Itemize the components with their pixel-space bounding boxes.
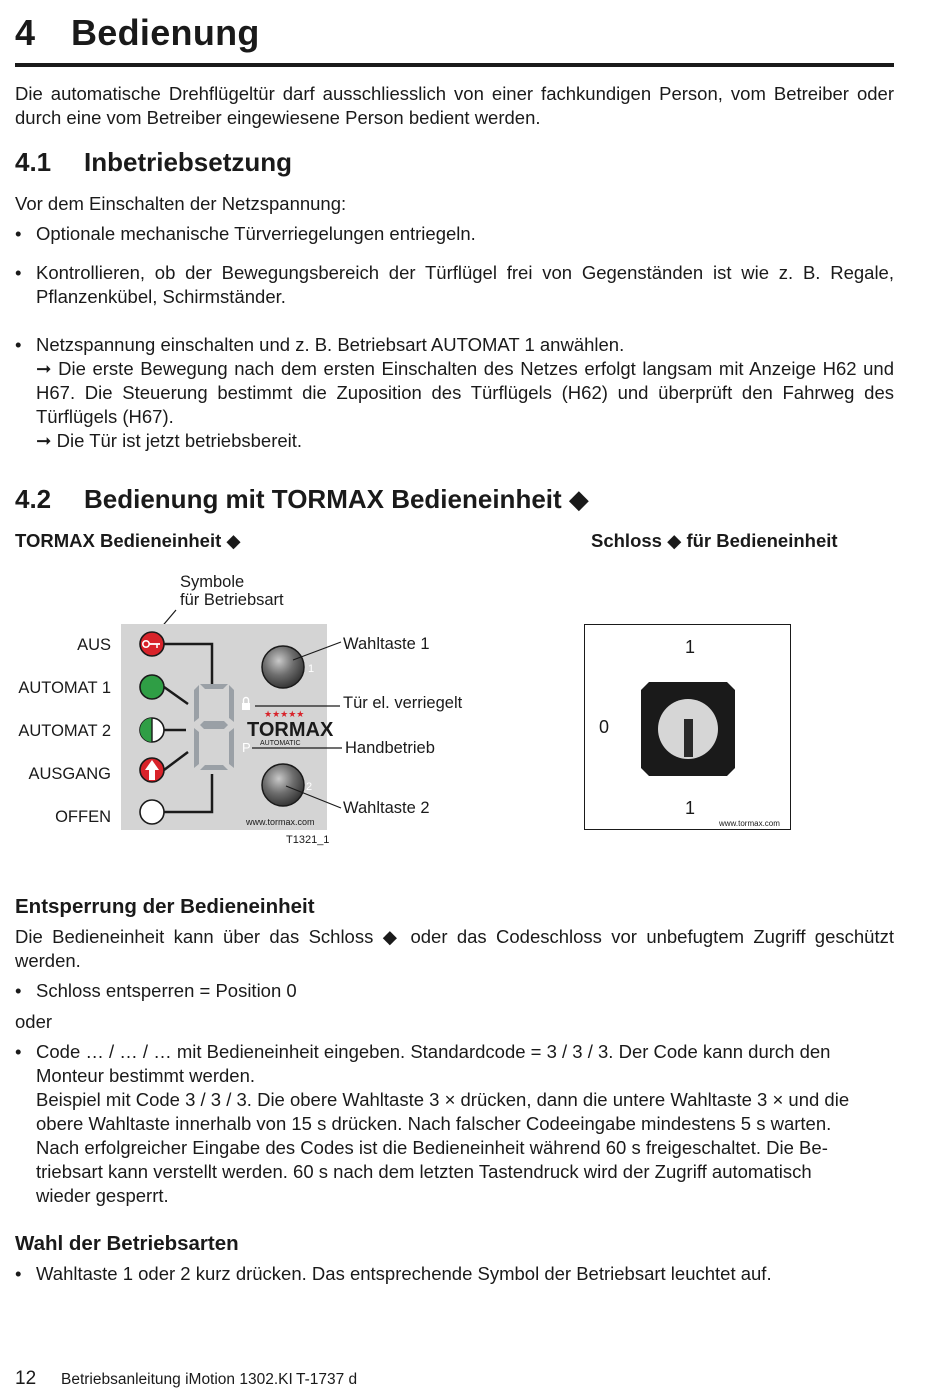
bullet-dot: • (15, 1263, 22, 1284)
section-title: Bedienung mit TORMAX Bedieneinheit ◆ (84, 484, 589, 514)
s41-bullet-1: Optionale mechanische Türverriegelungen entriegeln. (36, 223, 476, 244)
result-text: Die erste Bewegung nach dem ersten Einschalten des Netzes erfolgt langsam mit Anzeige H62 und H67. Die Steuerung bestimmt die Zuposition des Türflügels (H62) und überprüft den Fahrweg des Türflügels (H67). (36, 358, 895, 427)
mode-label-automat-1: AUTOMAT 1 (18, 679, 111, 697)
unlock-bullet-2-line: wieder gesperrt. (36, 1185, 169, 1206)
s41-bullet-3 (36, 333, 894, 453)
label-handbetrieb: Handbetrieb (345, 739, 435, 757)
unlock-bullet-2-line: Beispiel mit Code 3 / 3 / 3. Die obere Wahltaste 3 × drücken, dann die untere Wahltaste 3 × und die (36, 1089, 850, 1110)
unlock-bullet-2 (36, 1040, 894, 1208)
unlock-bullet-2-line: triebsart kann verstellt werden. 60 s nach dem letzten Tastendruck wird der Zugriff automatisch (36, 1161, 812, 1182)
section-number: 4.1 (15, 147, 52, 177)
lock-position-top: 1 (685, 637, 696, 657)
unlock-bullet-1: Schloss entsperren = Position 0 (36, 980, 297, 1001)
selection-button-2[interactable] (262, 764, 304, 806)
section-4-1-heading (15, 147, 292, 178)
bullet-dot: • (15, 334, 22, 355)
bullet-dot: • (15, 1041, 22, 1062)
chapter-title (15, 12, 260, 54)
unlock-bullet-2-line: Nach erfolgreicher Eingabe des Codes ist die Bedieneinheit während 60 s freigeschaltet. Die Be- (36, 1137, 828, 1158)
chapter-number: 4 (15, 12, 36, 53)
symbols-label-line-1: Symbole (180, 573, 245, 591)
s41-bullet-2: Kontrollieren, ob der Bewegungsbereich der Türflügel frei von Gegenständen ist wie z. B. Regale, Pflanzenkübel, Schirmständer. (36, 262, 894, 307)
intro-paragraph: Die automatische Drehflügeltür darf ausschliesslich von einer fachkundigen Person, vom Betreiber oder durch eine vom Betreiber eingewiesene Person bedient werden. (15, 83, 894, 128)
figure-id: T1321_1 (286, 834, 330, 846)
s41-bullet-3-text: Netzspannung einschalten und z. B. Betriebsart AUTOMAT 1 anwählen. (36, 334, 625, 355)
symbols-label-line-2: für Betriebsart (180, 591, 284, 609)
lock-position-bottom: 1 (685, 798, 696, 818)
bullet-dot: • (15, 223, 22, 244)
result-text: Die Tür ist jetzt betriebsbereit. (56, 430, 303, 451)
brand-logo: TORMAX (247, 719, 334, 741)
selection-button-1[interactable] (262, 646, 304, 688)
unlock-bullet-2-line: Monteur bestimmt werden. (36, 1065, 256, 1086)
mode-label-ausgang: AUSGANG (28, 765, 111, 783)
s41-bullet-3-result-2 (36, 429, 894, 453)
mode-led-offen (140, 800, 164, 824)
label-wahltaste-2: Wahltaste 2 (343, 799, 430, 817)
page-number: 12 (15, 1368, 37, 1389)
unlock-bullet-2-line: obere Wahltaste innerhalb von 15 s drücken. Nach falscher Codeeingabe mindestens 5 s warten. (36, 1113, 832, 1134)
button-2-number: 2 (306, 781, 313, 793)
brand-stars: ★★★★★ (264, 710, 305, 720)
button-1-number: 1 (308, 663, 315, 675)
s41-bullet-3-result-1 (36, 357, 894, 429)
bullet-dot: • (15, 980, 22, 1001)
mode-label-aus: AUS (77, 636, 111, 654)
unlock-text: Die Bedieneinheit kann über das Schloss ◆ oder das Codeschloss vor unbefugtem Zugriff geschützt werden. (15, 926, 894, 971)
unlock-bullet-2-line: Code … / … / … mit Bedieneinheit eingeben. Standardcode = 3 / 3 / 3. Der Code kann durch den (36, 1041, 831, 1062)
bullet-dot: • (15, 262, 22, 283)
label-tuer-verriegelt: Tür el. verriegelt (343, 694, 463, 712)
mode-selection-heading: Wahl der Betriebsarten (15, 1232, 239, 1255)
chapter-rule (15, 63, 894, 67)
arrow-right-icon: ➞ (36, 358, 52, 379)
unlock-heading: Entsperrung der Bedieneinheit (15, 895, 315, 918)
lock-position-left: 0 (599, 717, 610, 737)
mode-selection-bullet: Wahltaste 1 oder 2 kurz drücken. Das entsprechende Symbol der Betriebsart leuchtet auf. (36, 1263, 772, 1284)
panel-url: www.tormax.com (246, 817, 315, 827)
caption-control-unit: TORMAX Bedieneinheit ◆ (15, 530, 241, 551)
mode-label-automat-2: AUTOMAT 2 (18, 722, 111, 740)
caption-lock: Schloss ◆ für Bedieneinheit (591, 530, 838, 551)
section-4-2-heading (15, 484, 589, 515)
arrow-right-icon: ➞ (36, 430, 52, 451)
section-number: 4.2 (15, 484, 52, 514)
section-title: Inbetriebsetzung (84, 147, 293, 177)
s41-lead: Vor dem Einschalten der Netzspannung: (15, 193, 347, 214)
label-wahltaste-1: Wahltaste 1 (343, 635, 430, 653)
handbetrieb-p-mark: P (242, 740, 251, 755)
footer-doc-title: Betriebsanleitung iMotion 1302.KI (61, 1371, 293, 1388)
key-switch-icon (641, 682, 735, 776)
mode-led-automat-1 (140, 675, 164, 699)
chapter-title-text: Bedienung (71, 12, 260, 53)
unlock-or: oder (15, 1011, 53, 1032)
mode-label-offen: OFFEN (55, 808, 111, 826)
lock-figure (584, 624, 791, 830)
lock-url: www.tormax.com (719, 819, 780, 828)
footer-doc-code: T-1737 d (296, 1371, 358, 1388)
brand-subtitle: AUTOMATIC (260, 740, 301, 747)
